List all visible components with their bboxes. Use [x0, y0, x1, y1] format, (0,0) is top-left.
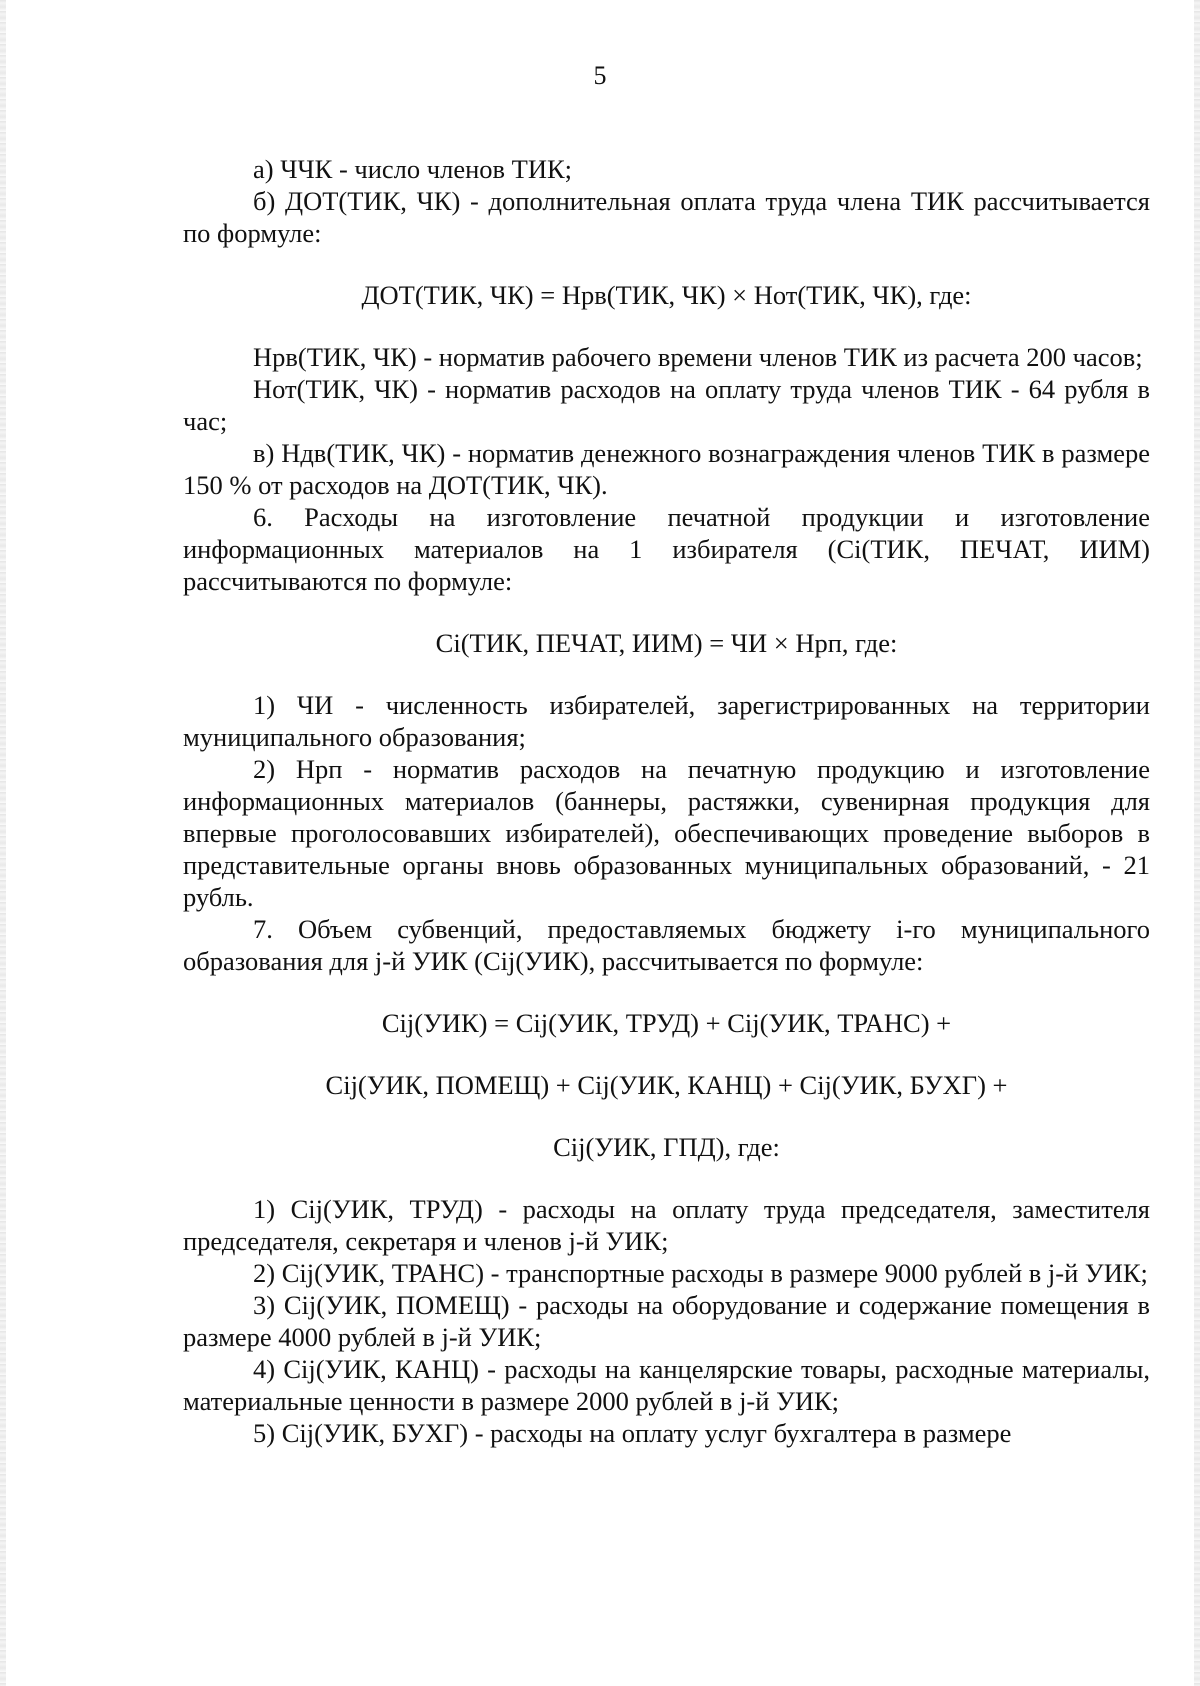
paragraph-item-7: 7. Объем субвенций, предоставляемых бюджету i-го муниципального образования для j-й УИК (Cij(УИК), рассчитывается по формуле:: [183, 914, 1150, 976]
paragraph-chk-definition: а) ЧЧК - число членов ТИК;: [253, 154, 573, 184]
paragraph-nrv-definition: Нрв(ТИК, ЧК) - норматив рабочего времени членов ТИК из расчета 200 часов;: [253, 342, 1143, 372]
paragraph-cij-pomesch: 3) Cij(УИК, ПОМЕЩ) - расходы на оборудование и содержание помещения в размере 4000 рублей в j-й УИК;: [183, 1290, 1150, 1352]
scan-edge-right: [1194, 0, 1200, 1686]
paragraph-cij-trans: 2) Cij(УИК, ТРАНС) - транспортные расходы в размере 9000 рублей в j-й УИК;: [253, 1258, 1148, 1288]
paragraph-cij-trud: 1) Cij(УИК, ТРУД) - расходы на оплату труда председателя, заместителя председателя, секретаря и членов j-й УИК;: [183, 1194, 1150, 1256]
formula-cij-line-2: Cij(УИК, ПОМЕЩ) + Cij(УИК, КАНЦ) + Cij(УИК, БУХГ) +: [325, 1070, 1008, 1100]
formula-cij-line-1: Cij(УИК) = Cij(УИК, ТРУД) + Cij(УИК, ТРАНС) +: [381, 1008, 952, 1038]
paragraph-ndv-definition: в) Ндв(ТИК, ЧК) - норматив денежного вознаграждения членов ТИК в размере 150 % от расходов на ДОТ(ТИК, ЧК).: [183, 438, 1150, 500]
paragraph-not-definition: Нот(ТИК, ЧК) - норматив расходов на оплату труда членов ТИК - 64 рубля в час;: [183, 374, 1150, 436]
paragraph-chi-definition: 1) ЧИ - численность избирателей, зарегистрированных на территории муниципального образования;: [183, 690, 1150, 752]
paragraph-nrp-definition: 2) Нрп - норматив расходов на печатную продукцию и изготовление информационных материалов (баннеры, растяжки, сувенирная продукция для впервые проголосовавших избирателей), обеспечивающих проведение выборов в представительные органы вновь образованных муниципальных образований, - 21 рубль.: [183, 754, 1150, 912]
scan-edge-left: [0, 0, 6, 1686]
formula-ci: Ci(ТИК, ПЕЧАТ, ИИМ) = ЧИ × Нрп, где:: [435, 628, 898, 658]
paragraph-cij-kants: 4) Cij(УИК, КАНЦ) - расходы на канцелярские товары, расходные материалы, материальные ценности в размере 2000 рублей в j-й УИК;: [183, 1354, 1150, 1416]
paragraph-cij-buhg: 5) Cij(УИК, БУХГ) - расходы на оплату услуг бухгалтера в размере: [253, 1418, 1012, 1448]
document-body: [183, 153, 1150, 1449]
paragraph-dot-intro: б) ДОТ(ТИК, ЧК) - дополнительная оплата труда члена ТИК рассчитывается по формуле:: [183, 186, 1150, 248]
paragraph-item-6: 6. Расходы на изготовление печатной продукции и изготовление информационных материалов на 1 избирателя (Ci(ТИК, ПЕЧАТ, ИИМ) рассчитываются по формуле:: [183, 502, 1150, 596]
formula-cij-line-3: Cij(УИК, ГПД), где:: [553, 1132, 780, 1162]
formula-dot: ДОТ(ТИК, ЧК) = Нрв(ТИК, ЧК) × Нот(ТИК, ЧК), где:: [361, 280, 972, 310]
page-number: 5: [593, 61, 607, 90]
